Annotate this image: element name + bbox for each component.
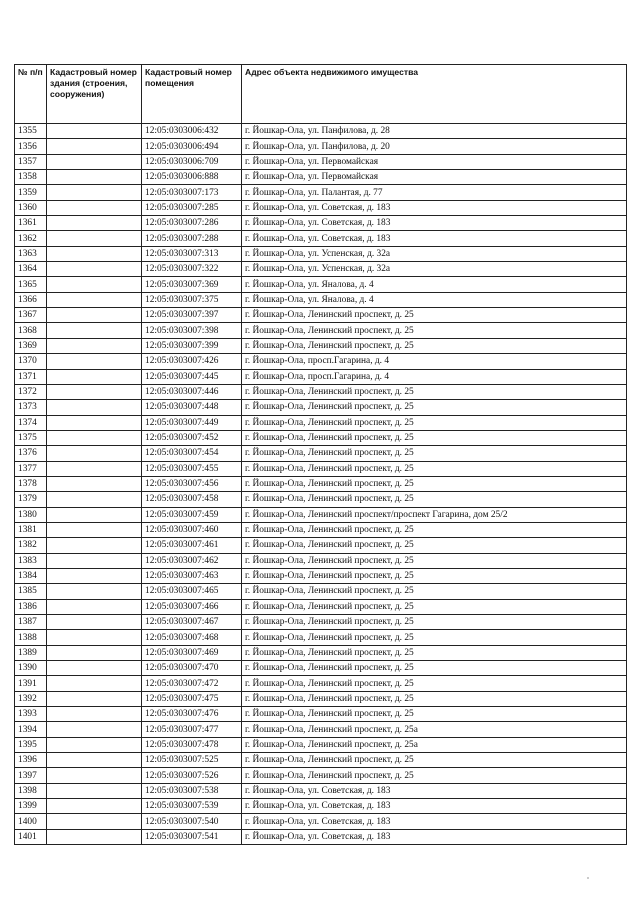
address-cell: г. Йошкар-Ола, ул. Яналова, д. 4: [242, 292, 627, 307]
table-row: [15, 661, 627, 676]
table-body: [15, 124, 627, 845]
address-cell: г. Йошкар-Ола, Ленинский проспект, д. 25: [242, 384, 627, 399]
building-cadastral-cell: [47, 323, 142, 338]
table-row: [15, 246, 627, 261]
row-number-cell: 1377: [15, 461, 47, 476]
building-cadastral-cell: [47, 599, 142, 614]
row-number-cell: 1362: [15, 231, 47, 246]
premises-cadastral-cell: 12:05:0303007:540: [142, 814, 242, 829]
building-cadastral-cell: [47, 430, 142, 445]
row-number-cell: 1393: [15, 707, 47, 722]
table-row: [15, 753, 627, 768]
building-cadastral-cell: [47, 262, 142, 277]
building-cadastral-cell: [47, 277, 142, 292]
premises-cadastral-cell: 12:05:0303007:456: [142, 476, 242, 491]
row-number-cell: 1360: [15, 200, 47, 215]
row-number-cell: 1367: [15, 308, 47, 323]
premises-cadastral-cell: 12:05:0303007:322: [142, 262, 242, 277]
building-cadastral-cell: [47, 354, 142, 369]
address-cell: г. Йошкар-Ола, ул. Палантая, д. 77: [242, 185, 627, 200]
premises-cadastral-cell: 12:05:0303007:173: [142, 185, 242, 200]
premises-cadastral-cell: 12:05:0303007:458: [142, 492, 242, 507]
premises-cadastral-cell: 12:05:0303007:288: [142, 231, 242, 246]
table-row: [15, 507, 627, 522]
row-number-cell: 1365: [15, 277, 47, 292]
address-cell: г. Йошкар-Ола, ул. Советская, д. 183: [242, 216, 627, 231]
building-cadastral-cell: [47, 799, 142, 814]
building-cadastral-cell: [47, 476, 142, 491]
premises-cadastral-cell: 12:05:0303006:494: [142, 139, 242, 154]
row-number-cell: 1370: [15, 354, 47, 369]
row-number-cell: 1396: [15, 753, 47, 768]
table-row: [15, 400, 627, 415]
address-cell: г. Йошкар-Ола, Ленинский проспект, д. 25: [242, 308, 627, 323]
building-cadastral-cell: [47, 522, 142, 537]
table-row: [15, 292, 627, 307]
premises-cadastral-cell: 12:05:0303007:462: [142, 553, 242, 568]
table-row: [15, 783, 627, 798]
building-cadastral-cell: [47, 492, 142, 507]
row-number-cell: 1366: [15, 292, 47, 307]
table-row: [15, 430, 627, 445]
premises-cadastral-cell: 12:05:0303007:445: [142, 369, 242, 384]
premises-cadastral-cell: 12:05:0303007:539: [142, 799, 242, 814]
row-number-cell: 1356: [15, 139, 47, 154]
building-cadastral-cell: [47, 384, 142, 399]
premises-cadastral-cell: 12:05:0303007:459: [142, 507, 242, 522]
row-number-cell: 1394: [15, 722, 47, 737]
row-number-cell: 1388: [15, 630, 47, 645]
building-cadastral-cell: [47, 170, 142, 185]
address-cell: г. Йошкар-Ола, Ленинский проспект, д. 25: [242, 691, 627, 706]
row-number-cell: 1371: [15, 369, 47, 384]
premises-cadastral-cell: 12:05:0303007:541: [142, 829, 242, 844]
address-cell: г. Йошкар-Ола, Ленинский проспект, д. 25: [242, 568, 627, 583]
row-number-cell: 1382: [15, 538, 47, 553]
table-row: [15, 615, 627, 630]
premises-cadastral-cell: 12:05:0303007:478: [142, 737, 242, 752]
table-row: [15, 369, 627, 384]
address-cell: г. Йошкар-Ола, Ленинский проспект, д. 25: [242, 400, 627, 415]
building-cadastral-cell: [47, 645, 142, 660]
address-cell: г. Йошкар-Ола, ул. Первомайская: [242, 154, 627, 169]
row-number-cell: 1364: [15, 262, 47, 277]
building-cadastral-cell: [47, 507, 142, 522]
building-cadastral-cell: [47, 722, 142, 737]
row-number-cell: 1383: [15, 553, 47, 568]
table-row: [15, 216, 627, 231]
premises-cadastral-cell: 12:05:0303007:472: [142, 676, 242, 691]
premises-cadastral-cell: 12:05:0303006:888: [142, 170, 242, 185]
row-number-cell: 1374: [15, 415, 47, 430]
table-row: [15, 277, 627, 292]
building-cadastral-cell: [47, 553, 142, 568]
premises-cadastral-cell: 12:05:0303007:369: [142, 277, 242, 292]
table-row: [15, 768, 627, 783]
address-cell: г. Йошкар-Ола, ул. Советская, д. 183: [242, 200, 627, 215]
premises-cadastral-cell: 12:05:0303007:399: [142, 338, 242, 353]
premises-cadastral-cell: 12:05:0303007:454: [142, 446, 242, 461]
address-cell: г. Йошкар-Ола, ул. Первомайская: [242, 170, 627, 185]
premises-cadastral-cell: 12:05:0303007:398: [142, 323, 242, 338]
table-row: [15, 737, 627, 752]
address-cell: г. Йошкар-Ола, Ленинский проспект, д. 25: [242, 768, 627, 783]
premises-cadastral-cell: 12:05:0303007:525: [142, 753, 242, 768]
premises-cadastral-cell: 12:05:0303007:286: [142, 216, 242, 231]
address-cell: г. Йошкар-Ола, Ленинский проспект, д. 25: [242, 430, 627, 445]
address-cell: г. Йошкар-Ола, Ленинский проспект, д. 25: [242, 645, 627, 660]
address-cell: г. Йошкар-Ола, Ленинский проспект, д. 25: [242, 461, 627, 476]
premises-cadastral-cell: 12:05:0303007:461: [142, 538, 242, 553]
row-number-cell: 1390: [15, 661, 47, 676]
address-cell: г. Йошкар-Ола, Ленинский проспект, д. 25: [242, 553, 627, 568]
row-number-cell: 1373: [15, 400, 47, 415]
building-cadastral-cell: [47, 783, 142, 798]
table-row: [15, 722, 627, 737]
premises-cadastral-cell: 12:05:0303007:375: [142, 292, 242, 307]
table-row: [15, 139, 627, 154]
address-cell: г. Йошкар-Ола, Ленинский проспект, д. 25: [242, 323, 627, 338]
table-row: [15, 308, 627, 323]
row-number-cell: 1401: [15, 829, 47, 844]
table-row: [15, 707, 627, 722]
table-row: [15, 170, 627, 185]
row-number-cell: 1400: [15, 814, 47, 829]
row-number-cell: 1387: [15, 615, 47, 630]
building-cadastral-cell: [47, 369, 142, 384]
row-number-cell: 1357: [15, 154, 47, 169]
address-cell: г. Йошкар-Ола, Ленинский проспект, д. 25: [242, 707, 627, 722]
premises-cadastral-cell: 12:05:0303007:455: [142, 461, 242, 476]
address-cell: г. Йошкар-Ола, Ленинский проспект, д. 25а: [242, 722, 627, 737]
premises-cadastral-cell: 12:05:0303007:475: [142, 691, 242, 706]
address-cell: г. Йошкар-Ола, Ленинский проспект, д. 25: [242, 661, 627, 676]
table-row: [15, 584, 627, 599]
address-cell: г. Йошкар-Ола, Ленинский проспект, д. 25: [242, 615, 627, 630]
row-number-cell: 1359: [15, 185, 47, 200]
premises-cadastral-cell: 12:05:0303007:397: [142, 308, 242, 323]
building-cadastral-cell: [47, 584, 142, 599]
building-cadastral-cell: [47, 185, 142, 200]
address-cell: г. Йошкар-Ола, Ленинский проспект, д. 25: [242, 522, 627, 537]
table-row: [15, 415, 627, 430]
premises-cadastral-cell: 12:05:0303007:538: [142, 783, 242, 798]
row-number-cell: 1372: [15, 384, 47, 399]
address-cell: г. Йошкар-Ола, ул. Успенская, д. 32а: [242, 262, 627, 277]
premises-cadastral-cell: 12:05:0303007:446: [142, 384, 242, 399]
premises-cadastral-cell: 12:05:0303007:449: [142, 415, 242, 430]
building-cadastral-cell: [47, 661, 142, 676]
building-cadastral-cell: [47, 753, 142, 768]
building-cadastral-cell: [47, 568, 142, 583]
row-number-cell: 1384: [15, 568, 47, 583]
address-cell: г. Йошкар-Ола, Ленинский проспект, д. 25: [242, 753, 627, 768]
table-row: [15, 676, 627, 691]
cadastral-registry-table: [14, 64, 627, 845]
table-row: [15, 538, 627, 553]
premises-cadastral-cell: 12:05:0303006:709: [142, 154, 242, 169]
building-cadastral-cell: [47, 737, 142, 752]
address-cell: г. Йошкар-Ола, Ленинский проспект, д. 25: [242, 584, 627, 599]
building-cadastral-cell: [47, 691, 142, 706]
address-cell: г. Йошкар-Ола, Ленинский проспект, д. 25а: [242, 737, 627, 752]
row-number-cell: 1375: [15, 430, 47, 445]
table-row: [15, 568, 627, 583]
address-cell: г. Йошкар-Ола, Ленинский проспект, д. 25: [242, 446, 627, 461]
header-number: № п/п: [15, 65, 47, 124]
address-cell: г. Йошкар-Ола, ул. Панфилова, д. 28: [242, 124, 627, 139]
building-cadastral-cell: [47, 200, 142, 215]
premises-cadastral-cell: 12:05:0303007:313: [142, 246, 242, 261]
premises-cadastral-cell: 12:05:0303007:465: [142, 584, 242, 599]
row-number-cell: 1380: [15, 507, 47, 522]
building-cadastral-cell: [47, 676, 142, 691]
address-cell: г. Йошкар-Ола, Ленинский проспект/проспект Гагарина, дом 25/2: [242, 507, 627, 522]
row-number-cell: 1363: [15, 246, 47, 261]
table-row: [15, 553, 627, 568]
table-row: [15, 446, 627, 461]
address-cell: г. Йошкар-Ола, ул. Успенская, д. 32а: [242, 246, 627, 261]
building-cadastral-cell: [47, 338, 142, 353]
building-cadastral-cell: [47, 538, 142, 553]
row-number-cell: 1391: [15, 676, 47, 691]
building-cadastral-cell: [47, 400, 142, 415]
row-number-cell: 1355: [15, 124, 47, 139]
address-cell: г. Йошкар-Ола, ул. Яналова, д. 4: [242, 277, 627, 292]
building-cadastral-cell: [47, 814, 142, 829]
building-cadastral-cell: [47, 829, 142, 844]
header-building-cadastral-number: Кадастровый номер здания (строения, сооружения): [47, 65, 142, 124]
building-cadastral-cell: [47, 308, 142, 323]
building-cadastral-cell: [47, 415, 142, 430]
row-number-cell: 1395: [15, 737, 47, 752]
premises-cadastral-cell: 12:05:0303007:470: [142, 661, 242, 676]
address-cell: г. Йошкар-Ола, Ленинский проспект, д. 25: [242, 630, 627, 645]
header-row: [15, 65, 627, 124]
building-cadastral-cell: [47, 154, 142, 169]
row-number-cell: 1397: [15, 768, 47, 783]
address-cell: г. Йошкар-Ола, ул. Советская, д. 183: [242, 799, 627, 814]
building-cadastral-cell: [47, 216, 142, 231]
row-number-cell: 1389: [15, 645, 47, 660]
address-cell: г. Йошкар-Ола, Ленинский проспект, д. 25: [242, 538, 627, 553]
building-cadastral-cell: [47, 231, 142, 246]
address-cell: г. Йошкар-Ола, ул. Советская, д. 183: [242, 783, 627, 798]
building-cadastral-cell: [47, 124, 142, 139]
header-premises-cadastral-number: Кадастровый номер помещения: [142, 65, 242, 124]
row-number-cell: 1368: [15, 323, 47, 338]
premises-cadastral-cell: 12:05:0303007:426: [142, 354, 242, 369]
premises-cadastral-cell: 12:05:0303006:432: [142, 124, 242, 139]
address-cell: г. Йошкар-Ола, ул. Советская, д. 183: [242, 231, 627, 246]
table-row: [15, 829, 627, 844]
premises-cadastral-cell: 12:05:0303007:477: [142, 722, 242, 737]
scan-speck: [587, 877, 589, 879]
table-row: [15, 476, 627, 491]
table-row: [15, 630, 627, 645]
building-cadastral-cell: [47, 768, 142, 783]
table-row: [15, 185, 627, 200]
table-row: [15, 354, 627, 369]
row-number-cell: 1381: [15, 522, 47, 537]
table-row: [15, 154, 627, 169]
table-row: [15, 492, 627, 507]
table-row: [15, 124, 627, 139]
address-cell: г. Йошкар-Ола, просп.Гагарина, д. 4: [242, 354, 627, 369]
table-row: [15, 522, 627, 537]
premises-cadastral-cell: 12:05:0303007:526: [142, 768, 242, 783]
table-row: [15, 599, 627, 614]
address-cell: г. Йошкар-Ола, ул. Советская, д. 183: [242, 814, 627, 829]
building-cadastral-cell: [47, 139, 142, 154]
table-row: [15, 338, 627, 353]
premises-cadastral-cell: 12:05:0303007:285: [142, 200, 242, 215]
premises-cadastral-cell: 12:05:0303007:448: [142, 400, 242, 415]
row-number-cell: 1399: [15, 799, 47, 814]
address-cell: г. Йошкар-Ола, Ленинский проспект, д. 25: [242, 338, 627, 353]
building-cadastral-cell: [47, 461, 142, 476]
row-number-cell: 1361: [15, 216, 47, 231]
premises-cadastral-cell: 12:05:0303007:476: [142, 707, 242, 722]
building-cadastral-cell: [47, 707, 142, 722]
table-row: [15, 384, 627, 399]
row-number-cell: 1392: [15, 691, 47, 706]
row-number-cell: 1398: [15, 783, 47, 798]
address-cell: г. Йошкар-Ола, Ленинский проспект, д. 25: [242, 676, 627, 691]
premises-cadastral-cell: 12:05:0303007:463: [142, 568, 242, 583]
premises-cadastral-cell: 12:05:0303007:460: [142, 522, 242, 537]
address-cell: г. Йошкар-Ола, Ленинский проспект, д. 25: [242, 476, 627, 491]
address-cell: г. Йошкар-Ола, Ленинский проспект, д. 25: [242, 599, 627, 614]
address-cell: г. Йошкар-Ола, просп.Гагарина, д. 4: [242, 369, 627, 384]
building-cadastral-cell: [47, 615, 142, 630]
building-cadastral-cell: [47, 446, 142, 461]
row-number-cell: 1378: [15, 476, 47, 491]
premises-cadastral-cell: 12:05:0303007:466: [142, 599, 242, 614]
table-row: [15, 691, 627, 706]
row-number-cell: 1379: [15, 492, 47, 507]
address-cell: г. Йошкар-Ола, ул. Панфилова, д. 20: [242, 139, 627, 154]
row-number-cell: 1376: [15, 446, 47, 461]
header-address: Адрес объекта недвижимого имущества: [242, 65, 627, 124]
premises-cadastral-cell: 12:05:0303007:469: [142, 645, 242, 660]
row-number-cell: 1369: [15, 338, 47, 353]
premises-cadastral-cell: 12:05:0303007:467: [142, 615, 242, 630]
premises-cadastral-cell: 12:05:0303007:452: [142, 430, 242, 445]
address-cell: г. Йошкар-Ола, ул. Советская, д. 183: [242, 829, 627, 844]
table-row: [15, 262, 627, 277]
row-number-cell: 1358: [15, 170, 47, 185]
row-number-cell: 1385: [15, 584, 47, 599]
building-cadastral-cell: [47, 246, 142, 261]
table-row: [15, 461, 627, 476]
building-cadastral-cell: [47, 292, 142, 307]
row-number-cell: 1386: [15, 599, 47, 614]
table-row: [15, 323, 627, 338]
address-cell: г. Йошкар-Ола, Ленинский проспект, д. 25: [242, 492, 627, 507]
table-row: [15, 799, 627, 814]
table-row: [15, 645, 627, 660]
table-row: [15, 231, 627, 246]
table-header: [15, 65, 627, 124]
address-cell: г. Йошкар-Ола, Ленинский проспект, д. 25: [242, 415, 627, 430]
building-cadastral-cell: [47, 630, 142, 645]
table-row: [15, 200, 627, 215]
table-row: [15, 814, 627, 829]
premises-cadastral-cell: 12:05:0303007:468: [142, 630, 242, 645]
